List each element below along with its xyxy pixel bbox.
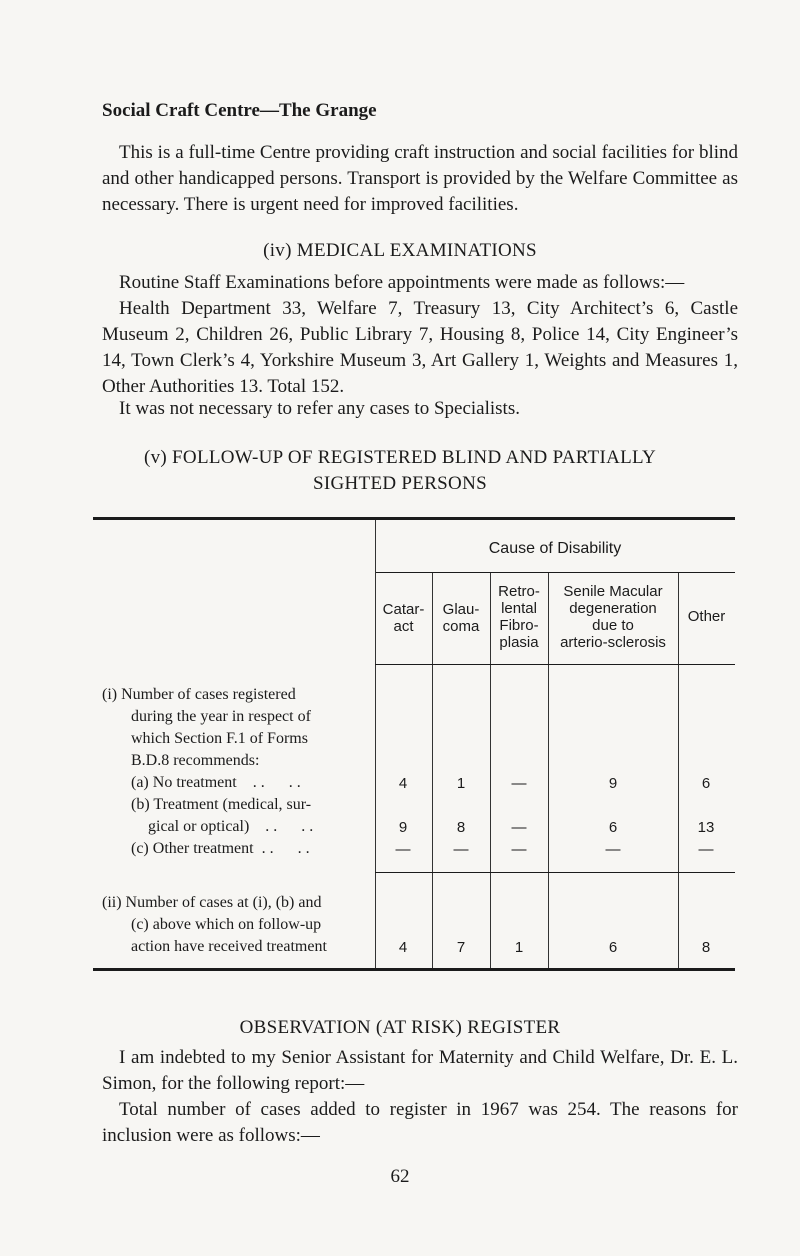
row-ii-label: (ii) Number of cases at (i), (b) and (102, 894, 322, 911)
row-i-label-3: which Section F.1 of Forms (131, 730, 308, 747)
col-divider (375, 520, 376, 968)
medical-examinations-heading: (iv) MEDICAL EXAMINATIONS (263, 240, 537, 261)
row-c-cell-4: — (605, 841, 621, 858)
row-ii-cell-4: 6 (608, 939, 618, 956)
row-b-cell-1: 9 (398, 819, 408, 836)
medical-list: Health Department 33, Welfare 7, Treasury 13, City Architect’s 6, Castle Museum 2, Children 26, Public Library 7, Housing 8, Police 14, City Engineer’s 14, Town Clerk’s 4, Yorkshire Museum 3, Art Gallery 1, Weights and Measures 1, Other Authorities 13. Total 152. (102, 298, 738, 397)
row-a-cell-1: 4 (398, 775, 408, 792)
row-ii-cell-3: 1 (514, 939, 524, 956)
row-separator-rule (375, 872, 735, 873)
col-header-cataract: Catar- act (382, 601, 425, 635)
medical-intro: Routine Staff Examinations before appointments were made as follows:— (119, 272, 685, 293)
row-c-cell-2: — (453, 841, 469, 858)
group-header-rule (375, 572, 735, 573)
row-b-cell-4: 6 (608, 819, 618, 836)
col-header-retrolental: Retro- lental Fibro- plasia (498, 583, 540, 651)
row-b-cell-3: — (511, 819, 527, 836)
col-divider (678, 573, 679, 968)
row-ii-label-3: action have received treatment (131, 938, 327, 955)
observation-para-1: I am indebted to my Senior Assistant for Maternity and Child Welfare, Dr. E. L. Simon, for the following report:— (102, 1047, 738, 1094)
row-a-cell-3: — (511, 775, 527, 792)
row-i-label: (i) Number of cases registered (102, 686, 296, 703)
page-number: 62 (390, 1166, 410, 1187)
row-ii-cell-1: 4 (398, 939, 408, 956)
col-header-other: Other (687, 608, 726, 625)
followup-heading-line2: SIGHTED PERSONS (313, 473, 487, 494)
observation-para-2: Total number of cases added to register in 1967 was 254. The reasons for inclusion were as follows:— (102, 1099, 738, 1146)
row-c-label: (c) Other treatment . . . . (131, 840, 310, 857)
row-ii-cell-2: 7 (456, 939, 466, 956)
row-i-label-4: B.D.8 recommends: (131, 752, 260, 769)
header-bottom-rule (375, 664, 735, 665)
row-a-cell-5: 6 (701, 775, 711, 792)
table-bottom-rule (93, 968, 735, 971)
table-top-rule (93, 517, 735, 520)
followup-heading-line1: (v) FOLLOW-UP OF REGISTERED BLIND AND PARTIALLY (143, 447, 657, 468)
row-ii-label-2: (c) above which on follow-up (131, 916, 322, 933)
row-c-cell-5: — (698, 841, 714, 858)
row-b-label: (b) Treatment (medical, sur- (131, 796, 312, 813)
row-b-cell-2: 8 (456, 819, 466, 836)
craft-centre-paragraph: This is a full-time Centre providing craft instruction and social facilities for blind and other handicapped persons. Transport is provided by the Welfare Committee as necessary. There is urgent need for improved facilities. (102, 142, 738, 215)
row-c-cell-3: — (511, 841, 527, 858)
cause-of-disability-header: Cause of Disability (488, 540, 622, 557)
row-a-cell-2: 1 (456, 775, 466, 792)
section-title: Social Craft Centre—The Grange (102, 100, 377, 121)
col-header-glaucoma: Glau- coma (442, 601, 480, 635)
observation-heading: OBSERVATION (AT RISK) REGISTER (239, 1017, 561, 1038)
row-i-label-2: during the year in respect of (131, 708, 311, 725)
medical-note: It was not necessary to refer any cases to Specialists. (119, 398, 520, 419)
col-header-macular: Senile Macular degeneration due to arterio-sclerosis (560, 583, 666, 651)
row-b-label-2: gical or optical) . . . . (148, 818, 314, 835)
row-a-cell-4: 9 (608, 775, 618, 792)
row-ii-cell-5: 8 (701, 939, 711, 956)
row-b-cell-5: 13 (697, 819, 715, 836)
row-c-cell-1: — (395, 841, 411, 858)
row-a-label: (a) No treatment . . . . (131, 774, 301, 791)
